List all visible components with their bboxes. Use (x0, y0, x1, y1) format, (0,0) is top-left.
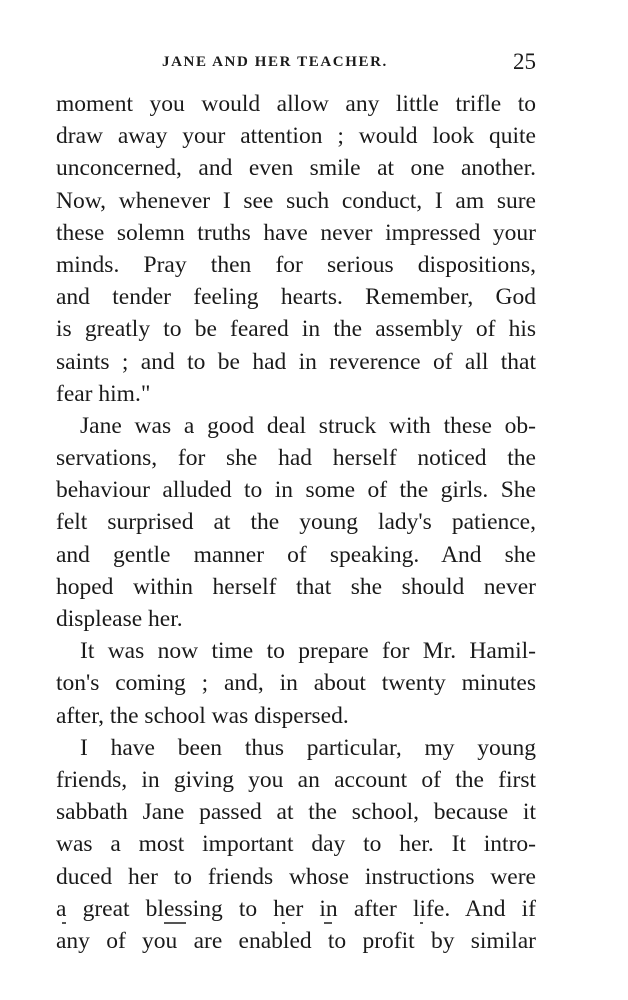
text-line: It was now time to prepare for Mr. Hamil- (80, 638, 536, 665)
text-line: I have been thus particular, my young (80, 734, 536, 761)
text-line: is greatly to be feared in the assembly of his (56, 316, 536, 343)
text-line: servations, for she had herself noticed the (56, 445, 536, 472)
text-line: friends, in giving you an account of the first (56, 766, 536, 793)
text-line: saints ; and to be had in reverence of all that (56, 348, 536, 375)
text-line: hoped within herself that she should never (56, 573, 536, 600)
text-line: and gentle manner of speaking. And she (56, 541, 536, 568)
text-line: a great blessing to her in after life. And if (56, 895, 536, 922)
text-line: ton's coming ; and, in about twenty minutes (56, 670, 536, 697)
page-number: 25 (513, 49, 536, 74)
text-line: any of you are enabled to profit by similar (56, 927, 536, 954)
text-line: after, the school was dispersed. (56, 702, 349, 729)
print-specks (56, 922, 536, 928)
text-line: duced her to friends whose instructions were (56, 863, 536, 890)
text-line: sabbath Jane passed at the school, because it (56, 799, 536, 826)
text-line: minds. Pray then for serious dispositions, (56, 251, 536, 278)
running-head (56, 50, 540, 76)
text-line: these solemn truths have never impressed your (56, 219, 536, 246)
text-line: felt surprised at the young lady's patience, (56, 509, 536, 536)
text-line: and tender feeling hearts. Remember, God (56, 284, 536, 311)
text-line: fear him." (56, 380, 151, 407)
text-line: moment you would allow any little trifle to (56, 91, 536, 117)
speck (62, 922, 66, 924)
text-line: behaviour alluded to in some of the girls. She (56, 477, 536, 504)
body-text (56, 88, 536, 957)
text-line: displease her. (56, 606, 183, 632)
speck (282, 922, 285, 924)
text-line: unconcerned, and even smile at one another. (56, 155, 536, 182)
text-line: was a most important day to her. It intro- (56, 831, 536, 858)
speck (164, 922, 186, 924)
speck (420, 922, 423, 924)
speck (324, 922, 332, 924)
running-title: JANE AND HER TEACHER. (162, 54, 388, 70)
text-line: Jane was a good deal struck with these ob- (80, 412, 536, 439)
text-line: Now, whenever I see such conduct, I am sure (56, 187, 536, 214)
text-line: draw away your attention ; would look quite (56, 123, 536, 150)
